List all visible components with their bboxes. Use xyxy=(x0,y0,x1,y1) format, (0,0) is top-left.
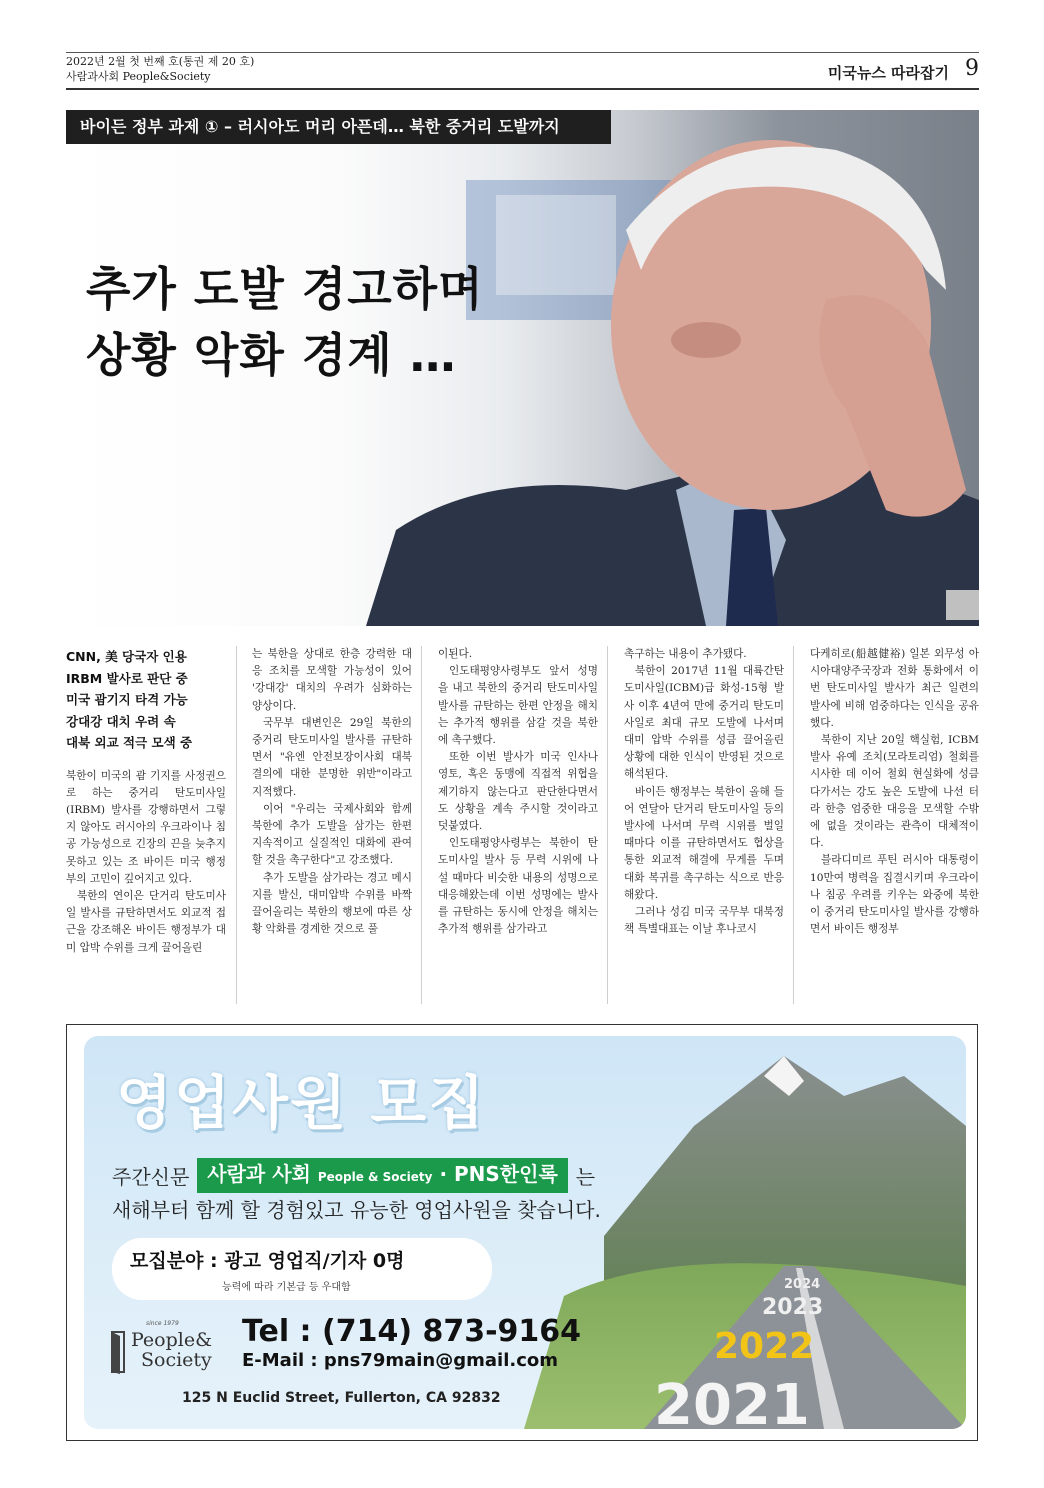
ad-prefix: 주간신문 xyxy=(112,1164,190,1189)
subhead-5: 대북 외교 적극 모색 중 xyxy=(66,735,193,750)
subhead-2: IRBM 발사로 판단 중 xyxy=(66,670,188,686)
paragraph: 는 북한을 상대로 한층 강력한 대응 조치를 모색할 가능성이 있어 '강대강' 대치의 우려가 심화하는 양상이다. xyxy=(252,648,412,712)
kicker-banner: 바이든 정부 과제 ① – 러시아도 머리 아픈데… 북한 중거리 도발까지 xyxy=(66,110,611,144)
page-header xyxy=(66,52,979,88)
column-divider xyxy=(793,646,794,1004)
paragraph: 북한이 2017년 11월 대륙간탄도미사일(ICBM)급 화성-15형 발사 이후 4년여 만에 중거리 탄도미사일로 최대 규모 도발에 나서며 대미 압박 수위를 성큼 끌어올린 상황에 대한 인식이 반영된 것으로 해석된다. xyxy=(624,665,784,781)
brand-main: 사람과 사회 xyxy=(207,1161,311,1186)
paragraph: 국무부 대변인은 29일 북한의 중거리 탄도미사일 발사를 규탄하면서 "유엔 안전보장이사회 대북 결의에 대한 분명한 위반"이라고 지적했다. xyxy=(252,716,412,798)
paragraph: 북한이 지난 20일 핵실험, ICBM 발사 유예 조치(모라토리엄) 철회를 시사한 데 이어 철회 현실화에 성큼 다가서는 강도 높은 도발에 나선 터라 한층 엄중한 대응을 모색할 수밖에 없을 것이라는 관측이 대체적이다. xyxy=(810,734,979,850)
recruit-field: 모집분야 : 광고 영업직/기자 0명 xyxy=(130,1250,405,1272)
article-column-2 xyxy=(252,646,412,938)
paragraph: 인도태평양사령부는 북한이 탄도미사일 발사 등 무력 시위에 나설 때마다 비슷한 내용의 성명으로 대응해왔는데 이번 성명에는 발사를 규탄하는 동시에 안정을 해치는 추가적 행위를 삼가라고 xyxy=(438,837,598,936)
street-address: 125 N Euclid Street, Fullerton, CA 92832 xyxy=(182,1390,501,1406)
section-title: 미국뉴스 따라잡기 xyxy=(827,64,949,82)
ad-description: 새해부터 함께 할 경험있고 유능한 영업사원을 찾습니다. xyxy=(112,1198,601,1222)
ad-suffix: 는 xyxy=(575,1164,596,1189)
road-year-2024: 2024 xyxy=(784,1277,821,1292)
phone-number: Tel : (714) 873-9164 xyxy=(242,1314,582,1349)
publication-name: 사람과사회 People&Society xyxy=(66,70,211,83)
paragraph: 다케히로(船越健裕) 일본 외무성 아시아대양주국장과 전화 통화에서 이번 탄도미사일 발사가 최근 일련의 발사에 비해 엄중하다는 인식을 공유했다. xyxy=(810,648,979,729)
headline-line-1: 추가 도발 경고하며 xyxy=(86,262,484,316)
column-divider xyxy=(236,646,237,1004)
brand-en: People & Society xyxy=(317,1169,433,1184)
logo-text xyxy=(131,1330,212,1370)
headline-line-2: 상황 악화 경계 … xyxy=(86,328,457,382)
door-icon xyxy=(110,1330,128,1374)
subhead-3: 미국 괌기지 타격 가능 xyxy=(66,692,188,707)
paragraph: 촉구하는 내용이 추가됐다. xyxy=(624,648,747,660)
recruit-note: 능력에 따라 기본급 등 우대함 xyxy=(222,1282,351,1293)
paragraph: 이어 "우리는 국제사회와 함께 북한에 추가 도발을 삼가는 한편 지속적이고 실질적인 대화에 관여할 것을 촉구한다"고 강조했다. xyxy=(252,802,412,867)
article-column-5 xyxy=(810,646,979,938)
article-subheads xyxy=(66,646,226,754)
paragraph: 이된다. xyxy=(438,648,473,660)
column-divider xyxy=(421,646,422,1004)
road-year-2021: 2021 xyxy=(654,1373,810,1429)
paragraph: 그러나 성김 미국 국무부 대북정책 특별대표는 이날 후나코시 xyxy=(624,906,784,936)
header-bottom-rule xyxy=(66,88,979,90)
column-divider xyxy=(607,646,608,1004)
people-society-logo xyxy=(110,1318,220,1378)
logo-since: since 1979 xyxy=(146,1320,179,1327)
job-advertisement xyxy=(84,1036,966,1429)
paragraph: 인도태평양사령부도 앞서 성명을 내고 북한의 중거리 탄도미사일 발사를 규탄하는 한편 안정을 해치는 추가적 행위를 삼갈 것을 북한에 촉구했다. xyxy=(438,665,598,747)
logo-line-1: People& xyxy=(131,1329,213,1351)
paragraph: 북한의 연이은 단거리 탄도미사일 발사를 규탄하면서도 외교적 접근을 강조해온 바이든 행정부가 대미 압박 수위를 크게 끌어올린 xyxy=(66,889,226,954)
ad-intro-line xyxy=(112,1158,595,1192)
subhead-4: 강대강 대치 우려 속 xyxy=(66,713,176,729)
road-year-2022: 2022 xyxy=(714,1326,815,1367)
paragraph: 또한 이번 발사가 미국 인사나 영토, 혹은 동맹에 직접적 위협을 제기하지 않는다고 판단한다면서도 상황을 계속 주시할 것이라고 덧붙였다. xyxy=(438,751,598,833)
article-column-4 xyxy=(624,646,784,938)
paragraph: 블라디미르 푸틴 러시아 대통령이 10만여 병력을 집결시키며 우크라이나 침공 우려를 키우는 와중에 북한이 중거리 탄도미사일 발사를 강행하면서 바이든 행정부 xyxy=(810,854,979,936)
page-number: 9 xyxy=(965,56,979,81)
issue-info: 2022년 2월 첫 번째 호(통권 제 20 호) xyxy=(66,55,255,68)
paragraph: 바이든 행정부는 북한이 올해 들어 연달아 단거리 탄도미사일 등의 발사에 나서며 무력 시위를 벌일 때마다 이를 규탄하면서도 협상을 통한 외교적 해결에 무게를 두며 대화 복귀를 촉구하는 식으로 반응해왔다. xyxy=(624,785,784,901)
brand-box xyxy=(197,1158,568,1193)
ad-title: 영업사원 모집 xyxy=(116,1069,487,1137)
hero-photo xyxy=(66,110,979,626)
recruit-box xyxy=(112,1238,492,1300)
paragraph: 북한이 미국의 괌 기지를 사정권으로 하는 중거리 탄도미사일(IRBM) 발사를 강행하면서 그렇지 않아도 러시아의 우크라이나 침공 가능성으로 긴장의 끈을 늦추지 못하고 있는 조 바이든 미국 행정부의 고민이 깊어지고 있다. xyxy=(66,769,226,885)
subhead-1: CNN, 美 당국자 인용 xyxy=(66,649,187,664)
road-year-2023: 2023 xyxy=(762,1295,824,1320)
paragraph: 추가 도발을 삼가라는 경고 메시지를 발신, 대미압박 수위를 바짝 끌어올리는 북한의 행보에 따른 상황 악화를 경계한 것으로 풀 xyxy=(252,871,412,936)
headline xyxy=(86,256,484,388)
article-column-3 xyxy=(438,646,598,938)
logo-line-2: Society xyxy=(141,1349,212,1371)
brand-pns: · PNS한인록 xyxy=(432,1161,558,1186)
article-column-1 xyxy=(66,646,226,957)
email-address: E-Mail : pns79main@gmail.com xyxy=(242,1350,559,1371)
header-top-rule xyxy=(66,52,979,53)
